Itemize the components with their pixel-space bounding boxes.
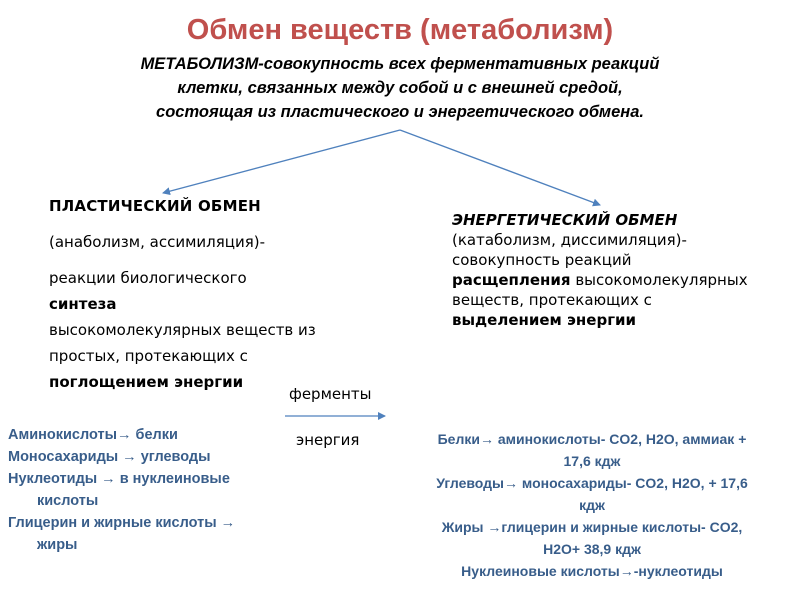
slide-title: Обмен веществ (метаболизм) xyxy=(186,14,614,46)
list-item: Нуклеиновые кислоты→-нуклеотиды xyxy=(461,563,723,579)
text: высокомолекулярных xyxy=(570,271,748,289)
definition-line: МЕТАБОЛИЗМ-совокупность всех ферментативных реакций xyxy=(140,55,660,73)
list-item-continuation: кислоты xyxy=(37,493,99,509)
energy-label: энергия xyxy=(296,431,360,449)
list-item xyxy=(8,446,308,468)
enzymes-label: ферменты xyxy=(289,385,372,403)
text: реакции биологического xyxy=(49,269,247,287)
definition-line: клетки, связанных между собой и с внешней средой, xyxy=(177,79,623,97)
list-item: Углеводы→ моносахариды- CO2, H2O, + 17,6 xyxy=(436,475,748,491)
text: простых, протекающих с xyxy=(49,347,248,365)
list-item xyxy=(8,424,308,446)
list-item-continuation: жиры xyxy=(37,537,78,553)
list-item-continuation: кдж xyxy=(579,497,605,513)
list-item: Жиры →глицерин и жирные кислоты- CO2, xyxy=(441,519,743,535)
energetic-exchange-block xyxy=(452,210,797,330)
list-item-continuation: 17,6 кдж xyxy=(563,453,621,469)
list-item-text: Глицерин и жирные кислоты → xyxy=(8,515,236,531)
anabolism-examples xyxy=(8,424,308,556)
keyword-energy-absorption: поглощением энергии xyxy=(49,373,244,391)
plastic-description xyxy=(49,265,409,395)
plastic-exchange-block xyxy=(49,195,409,395)
plastic-heading: ПЛАСТИЧЕСКИЙ ОБМЕН xyxy=(49,197,261,215)
list-item-text: Моносахариды → углеводы xyxy=(8,449,211,465)
text: совокупность реакций xyxy=(452,251,632,269)
text: высокомолекулярных веществ из xyxy=(49,321,316,339)
list-item xyxy=(8,468,308,512)
list-item-text: Нуклеотиды → в нуклеиновые xyxy=(8,471,230,487)
keyword-energy-release: выделением энергии xyxy=(452,311,637,329)
list-item: Белки→ аминокислоты- CO2, H2O, аммиак + xyxy=(437,431,747,447)
arrow-to-plastic xyxy=(163,130,400,193)
arrow-to-energetic xyxy=(400,130,600,205)
text: веществ, протекающих с xyxy=(452,291,652,309)
energetic-heading: ЭНЕРГЕТИЧЕСКИЙ ОБМЕН xyxy=(452,211,678,229)
keyword-synthesis: синтеза xyxy=(49,295,117,313)
list-item xyxy=(8,512,308,556)
plastic-synonyms: (анаболизм, ассимиляция)- xyxy=(49,233,265,251)
definition-line: состоящая из пластического и энергетического обмена. xyxy=(156,103,644,121)
keyword-breakdown: расщепления xyxy=(452,271,571,289)
energetic-synonyms: (катаболизм, диссимиляция)- xyxy=(452,231,687,249)
list-item-continuation: H2O+ 38,9 кдж xyxy=(543,541,641,557)
catabolism-examples xyxy=(392,428,792,582)
list-item-text: Аминокислоты→ белки xyxy=(8,427,178,443)
